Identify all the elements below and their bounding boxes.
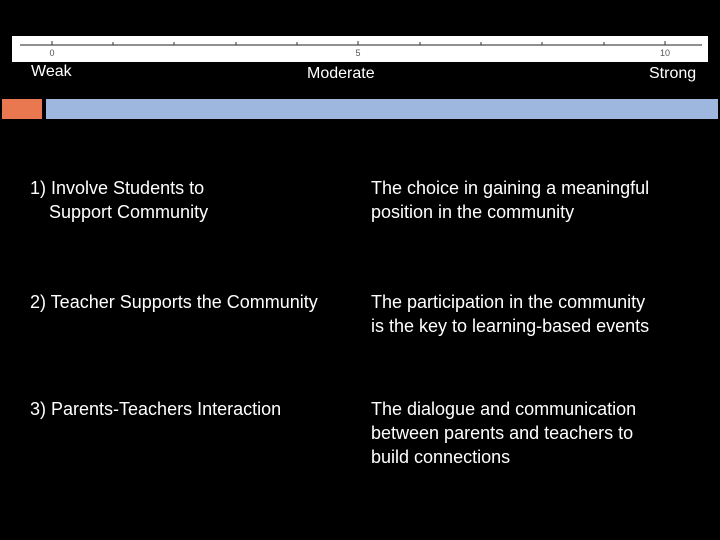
row-1-left-line1: 1) Involve Students to: [30, 178, 205, 198]
row-1-left: [30, 176, 208, 224]
scale-tick-label-10: 10: [659, 48, 671, 58]
rating-scale: [12, 36, 708, 62]
row-1-right-line2: position in the community: [371, 202, 575, 222]
row-3-right-line2: between parents and teachers to: [371, 423, 634, 443]
row-3-right-line3: build connections: [371, 447, 511, 467]
row-2-right-line2: is the key to learning-based events: [371, 316, 650, 336]
scale-ruler: [12, 36, 708, 62]
row-3-left-line1: 3) Parents-Teachers Interaction: [30, 399, 282, 419]
row-1-right: [371, 176, 649, 224]
row-3-right: [371, 397, 636, 469]
row-3-right-line1: The dialogue and communication: [371, 399, 637, 419]
row-2-left: [30, 290, 318, 314]
accent-bar-blue: [46, 99, 718, 119]
row-1-right-line1: The choice in gaining a meaningful: [371, 178, 650, 198]
scale-tick-label-0: 0: [49, 48, 55, 58]
scale-label-weak: Weak: [31, 63, 72, 80]
scale-tick-label-5: 5: [355, 48, 361, 58]
row-1-left-line2: Support Community: [49, 202, 209, 222]
row-2-right: [371, 290, 649, 338]
row-2-right-line1: The participation in the community: [371, 292, 646, 312]
row-2-left-line1: 2) Teacher Supports the Community: [30, 292, 318, 312]
scale-label-moderate: Moderate: [307, 65, 375, 82]
row-3-left: [30, 397, 281, 421]
scale-label-strong: Strong: [649, 65, 697, 82]
accent-bar-orange: [2, 99, 42, 119]
